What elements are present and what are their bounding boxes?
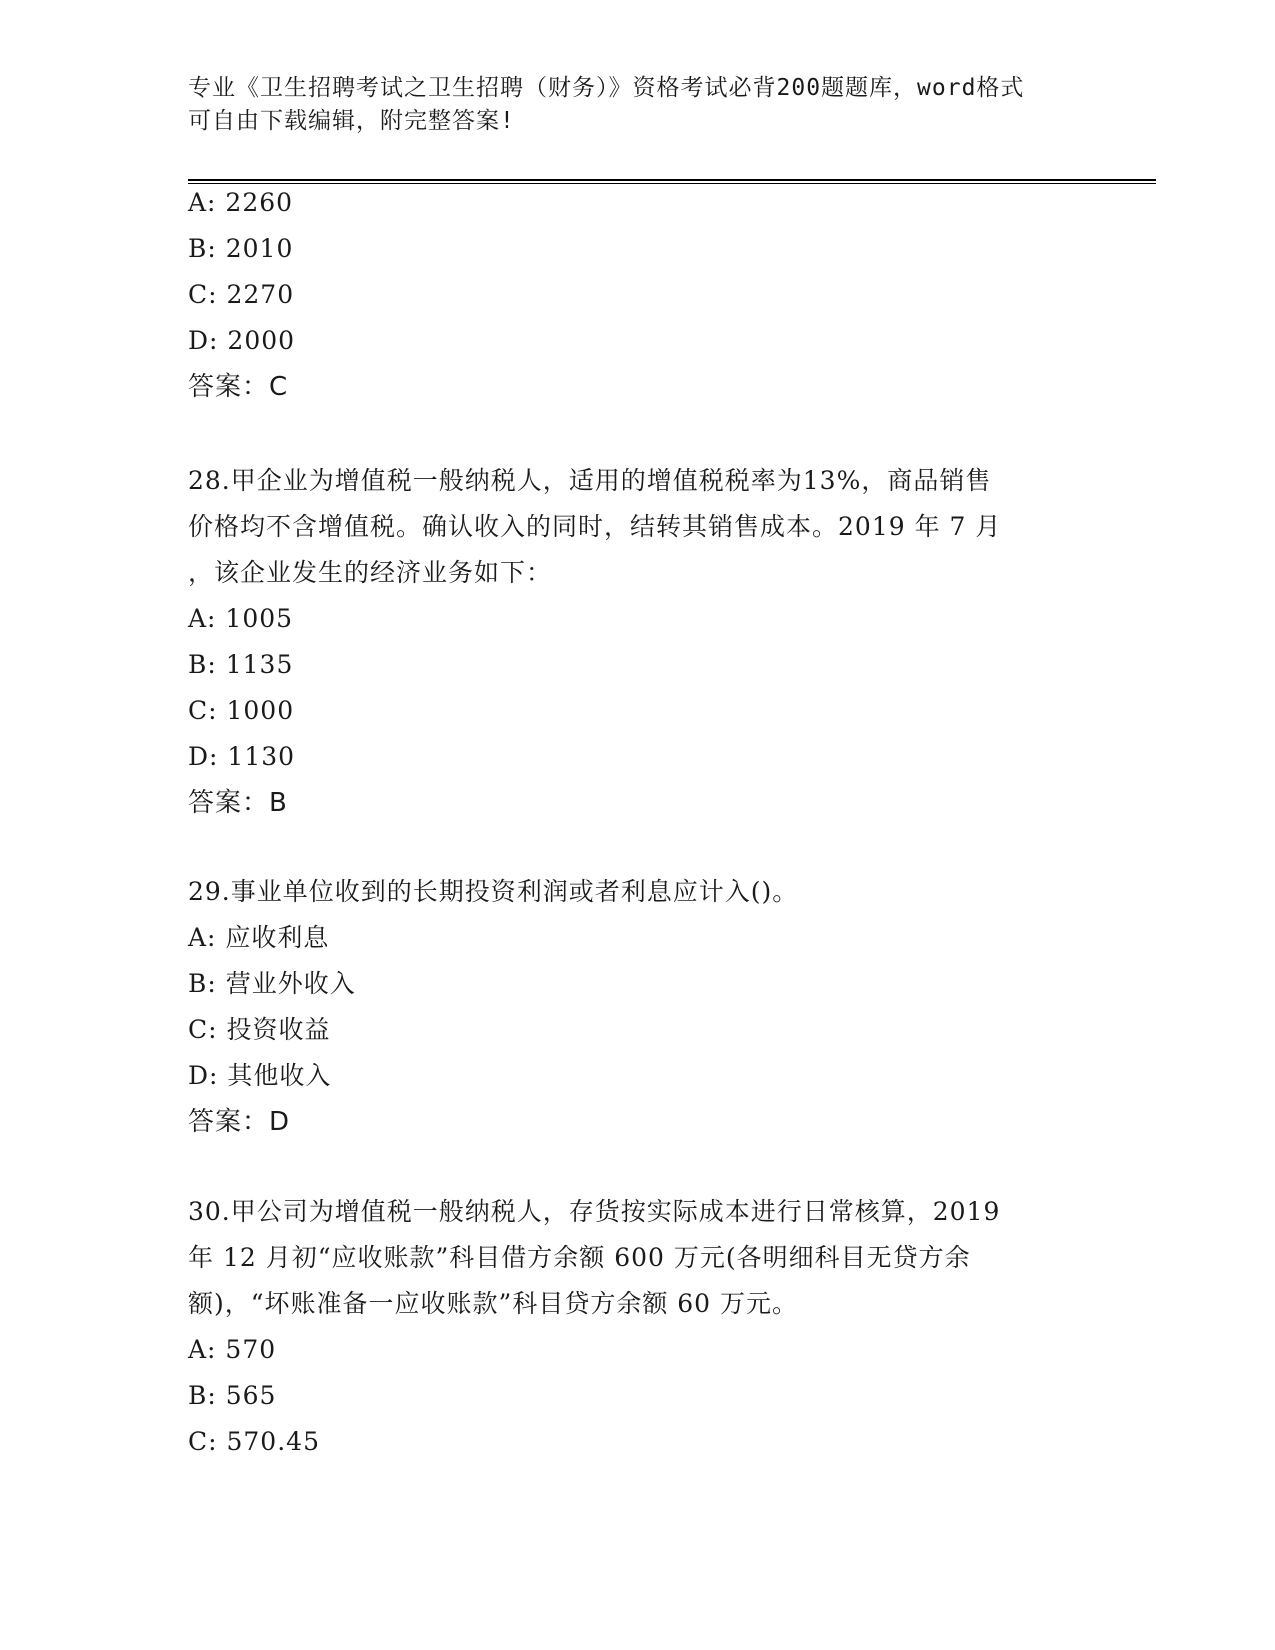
option-b: B: 营业外收入 [188, 969, 356, 998]
question-text-line: 年 12 月初“应收账款”科目借方余额 600 万元(各明细科目无贷方余 [188, 1243, 971, 1272]
option-a: A: 应收利息 [188, 923, 330, 952]
answer-label: 答案：D [188, 1107, 291, 1137]
document-header [188, 72, 1068, 138]
option-d: D: 2000 [188, 326, 296, 355]
question-text-line: 价格均不含增值税。确认收入的同时，结转其销售成本。2019 年 7 月 [188, 512, 1002, 541]
question-text-line: 额)，“坏账准备一应收账款”科目贷方余额 60 万元。 [188, 1289, 799, 1318]
option-a: A: 2260 [188, 188, 294, 217]
question-29 [188, 869, 1088, 1145]
option-d: D: 其他收入 [188, 1061, 332, 1090]
question-27 [188, 180, 1088, 410]
option-d: D: 1130 [188, 742, 296, 771]
question-text-line: 28.甲企业为增值税一般纳税人，适用的增值税税率为13%，商品销售 [188, 466, 992, 495]
option-a: A: 570 [188, 1335, 277, 1364]
question-30 [188, 1189, 1088, 1465]
option-b: B: 2010 [188, 234, 294, 263]
question-text-line: 30.甲公司为增值税一般纳税人，存货按实际成本进行日常核算，2019 [188, 1197, 1001, 1226]
answer-label: 答案：B [188, 788, 288, 818]
option-c: C: 2270 [188, 280, 295, 309]
header-title-line-2: 可自由下载编辑，附完整答案! [188, 108, 515, 134]
question-28 [188, 458, 1088, 826]
option-a: A: 1005 [188, 604, 294, 633]
answer-label: 答案：C [188, 372, 289, 402]
option-c: C: 570.45 [188, 1427, 320, 1456]
option-b: B: 1135 [188, 650, 294, 679]
option-c: C: 1000 [188, 696, 295, 725]
question-text-line: 29.事业单位收到的长期投资利润或者利息应计入()。 [188, 877, 799, 906]
question-text-line: ，该企业发生的经济业务如下： [188, 558, 553, 587]
option-c: C: 投资收益 [188, 1015, 331, 1044]
option-b: B: 565 [188, 1381, 277, 1410]
header-title-line-1: 专业《卫生招聘考试之卫生招聘（财务）》资格考试必背200题题库，word格式 [188, 75, 1025, 101]
